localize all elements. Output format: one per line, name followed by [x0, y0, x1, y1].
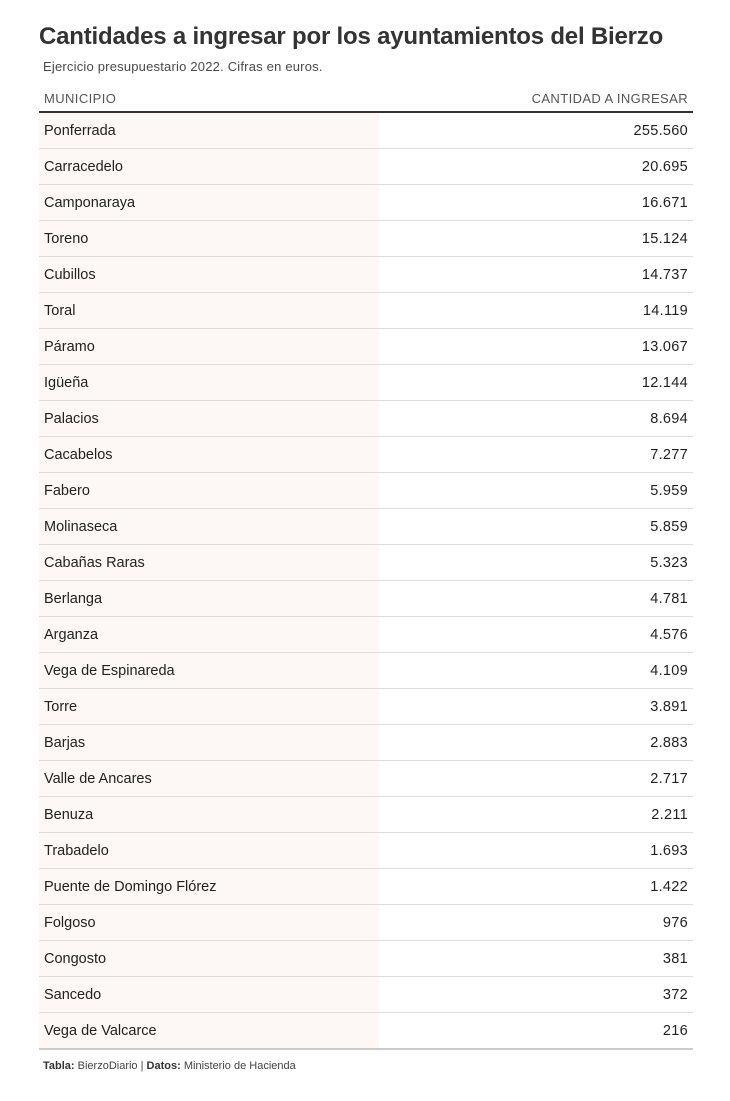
cell-municipio: Benuza	[39, 797, 379, 833]
column-header-municipio[interactable]: MUNICIPIO	[39, 85, 379, 112]
table-row	[39, 653, 693, 689]
table-row	[39, 761, 693, 797]
cell-municipio: Cacabelos	[39, 437, 379, 473]
cell-cantidad: 4.109	[379, 653, 693, 689]
cell-cantidad: 372	[379, 977, 693, 1013]
cell-cantidad: 7.277	[379, 437, 693, 473]
cell-municipio: Molinaseca	[39, 509, 379, 545]
cell-cantidad: 4.576	[379, 617, 693, 653]
table-title: Cantidades a ingresar por los ayuntamientos del Bierzo	[39, 23, 664, 50]
cell-cantidad: 5.323	[379, 545, 693, 581]
cell-municipio: Camponaraya	[39, 185, 379, 221]
table-row	[39, 725, 693, 761]
table-row	[39, 473, 693, 509]
cell-municipio: Valle de Ancares	[39, 761, 379, 797]
table-header	[39, 85, 693, 112]
cell-municipio: Páramo	[39, 329, 379, 365]
footer-table-label: Tabla:	[43, 1060, 75, 1072]
table-row	[39, 437, 693, 473]
table-row	[39, 977, 693, 1013]
data-table	[39, 85, 693, 1050]
table-row	[39, 221, 693, 257]
cell-cantidad: 16.671	[379, 185, 693, 221]
footer-data-label: Datos:	[146, 1060, 181, 1072]
cell-municipio: Barjas	[39, 725, 379, 761]
table-row	[39, 833, 693, 869]
cell-cantidad: 4.781	[379, 581, 693, 617]
table-row	[39, 401, 693, 437]
footer-data-source: Ministerio de Hacienda	[183, 1060, 296, 1072]
cell-municipio: Arganza	[39, 617, 379, 653]
table-row	[39, 293, 693, 329]
cell-cantidad: 255.560	[379, 112, 693, 149]
table-row	[39, 617, 693, 653]
cell-municipio: Vega de Espinareda	[39, 653, 379, 689]
cell-cantidad: 216	[379, 1013, 693, 1050]
cell-cantidad: 1.422	[379, 869, 693, 905]
table-row	[39, 112, 693, 149]
cell-municipio: Cabañas Raras	[39, 545, 379, 581]
cell-municipio: Ponferrada	[39, 112, 379, 149]
table-row	[39, 329, 693, 365]
cell-municipio: Toral	[39, 293, 379, 329]
cell-municipio: Fabero	[39, 473, 379, 509]
cell-cantidad: 976	[379, 905, 693, 941]
cell-cantidad: 12.144	[379, 365, 693, 401]
cell-cantidad: 2.211	[379, 797, 693, 833]
cell-cantidad: 15.124	[379, 221, 693, 257]
table-footer	[43, 1060, 693, 1072]
table-row	[39, 149, 693, 185]
cell-municipio: Congosto	[39, 941, 379, 977]
table-row	[39, 797, 693, 833]
cell-cantidad: 14.737	[379, 257, 693, 293]
cell-municipio: Puente de Domingo Flórez	[39, 869, 379, 905]
cell-municipio: Trabadelo	[39, 833, 379, 869]
footer-table-source: BierzoDiario	[77, 1060, 138, 1072]
table-row	[39, 581, 693, 617]
cell-municipio: Sancedo	[39, 977, 379, 1013]
table-row	[39, 365, 693, 401]
table-row	[39, 905, 693, 941]
table-subtitle: Ejercicio presupuestario 2022. Cifras en euros.	[43, 59, 323, 74]
cell-cantidad: 5.959	[379, 473, 693, 509]
cell-municipio: Toreno	[39, 221, 379, 257]
cell-municipio: Torre	[39, 689, 379, 725]
cell-cantidad: 1.693	[379, 833, 693, 869]
cell-cantidad: 5.859	[379, 509, 693, 545]
cell-municipio: Vega de Valcarce	[39, 1013, 379, 1050]
footer-separator: |	[140, 1060, 144, 1072]
cell-municipio: Palacios	[39, 401, 379, 437]
table-row	[39, 1013, 693, 1050]
cell-cantidad: 8.694	[379, 401, 693, 437]
table-row	[39, 545, 693, 581]
column-header-cantidad[interactable]: CANTIDAD A INGRESAR	[379, 85, 693, 112]
table-row	[39, 689, 693, 725]
cell-municipio: Berlanga	[39, 581, 379, 617]
cell-cantidad: 2.717	[379, 761, 693, 797]
table-row	[39, 509, 693, 545]
cell-municipio: Carracedelo	[39, 149, 379, 185]
cell-cantidad: 2.883	[379, 725, 693, 761]
header-row	[39, 85, 693, 112]
cell-cantidad: 3.891	[379, 689, 693, 725]
table-row	[39, 941, 693, 977]
cell-cantidad: 381	[379, 941, 693, 977]
cell-cantidad: 13.067	[379, 329, 693, 365]
cell-cantidad: 14.119	[379, 293, 693, 329]
cell-municipio: Cubillos	[39, 257, 379, 293]
table-row	[39, 869, 693, 905]
table-row	[39, 185, 693, 221]
cell-cantidad: 20.695	[379, 149, 693, 185]
cell-municipio: Folgoso	[39, 905, 379, 941]
cell-municipio: Igüeña	[39, 365, 379, 401]
table-body	[39, 112, 693, 1049]
table-row	[39, 257, 693, 293]
